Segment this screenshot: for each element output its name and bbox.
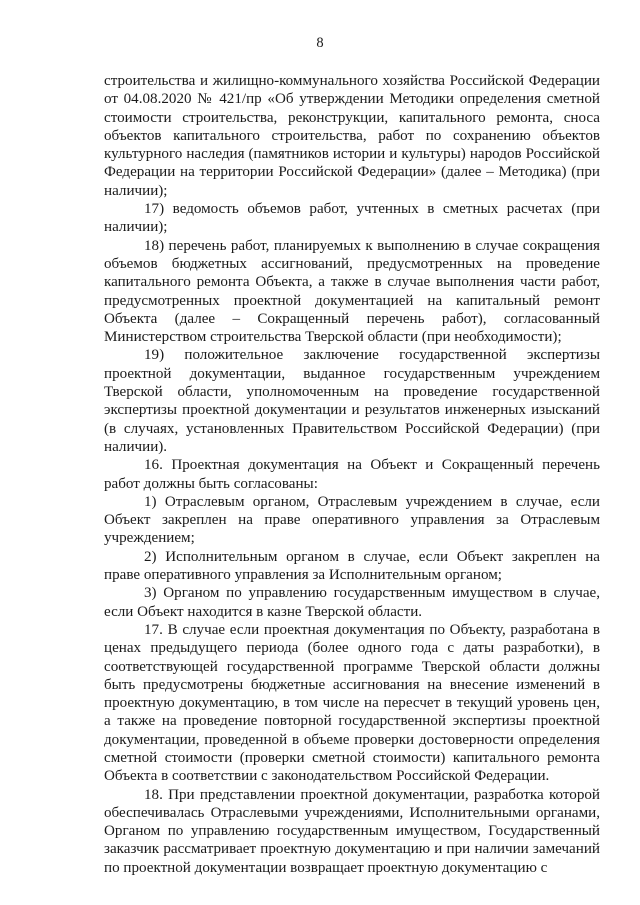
paragraph-item-18: 18) перечень работ, планируемых к выполнению в случае сокращения объемов бюджетных ассигнований, предусмотренных на проведение капитального ремонта Объекта, а также в случае выполнения части работ, предусмотренных проектной документацией на капитальный ремонт Объекта (далее – Сокращенный перечень работ), согласованный Министерством строительства Тверской области (при необходимости); [104, 237, 600, 346]
paragraph-clause-18: 18. При представлении проектной документации, разработка которой обеспечивалась Отраслевыми учреждениями, Исполнительными органами, Органом по управлению государственным имуществом, Государственный заказчик рассматривает проектную документацию и при наличии замечаний по проектной документации возвращает проектную документацию с [104, 786, 600, 876]
document-body [104, 72, 600, 877]
paragraph-continuation: строительства и жилищно-коммунального хозяйства Российской Федерации от 04.08.2020 № 421/пр «Об утверждении Методики определения сметной стоимости строительства, реконструкции, капитального ремонта, сноса объектов капитального строительства, работ по сохранению объектов культурного наследия (памятников истории и культуры) народов Российской Федерации на территории Российской Федерации» (далее – Методика) (при наличии); [104, 73, 600, 199]
paragraph-item-19: 19) положительное заключение государственной экспертизы проектной документации, выданное государственным учреждением Тверской области, уполномоченным на проведение государственной экспертизы проектной документации и результатов инженерных изысканий (в случаях, установленных Правительством Российской Федерации) (при наличии). [104, 347, 600, 455]
paragraph-clause-16-1: 1) Отраслевым органом, Отраслевым учреждением в случае, если Объект закреплен на праве оперативного управления за Отраслевым учреждением; [104, 493, 600, 547]
paragraph-clause-16-2: 2) Исполнительным органом в случае, если Объект закреплен на праве оперативного управления за Исполнительным органом; [104, 548, 600, 584]
paragraph-clause-17: 17. В случае если проектная документация по Объекту, разработана в ценах предыдущего периода (более одного года с даты разработки), в соответствующей государственной программе Тверской области должны быть предусмотрены бюджетные ассигнования на внесение изменений в проектную документацию, в том числе на пересчет в текущий уровень цен, а также на проведение повторной государственной экспертизы проектной документации, проведенной в объеме проверки достоверности определения сметной стоимости (проверки сметной стоимости) капитального ремонта Объекта в соответствии с законодательством Российской Федерации. [104, 621, 600, 785]
paragraph-clause-16: 16. Проектная документация на Объект и Сокращенный перечень работ должны быть согласованы: [104, 457, 600, 492]
paragraph-clause-16-3: 3) Органом по управлению государственным имуществом в случае, если Объект находится в казне Тверской области. [104, 585, 600, 620]
page-number: 8 [316, 35, 324, 51]
paragraph-item-17: 17) ведомость объемов работ, учтенных в сметных расчетах (при наличии); [104, 201, 600, 236]
